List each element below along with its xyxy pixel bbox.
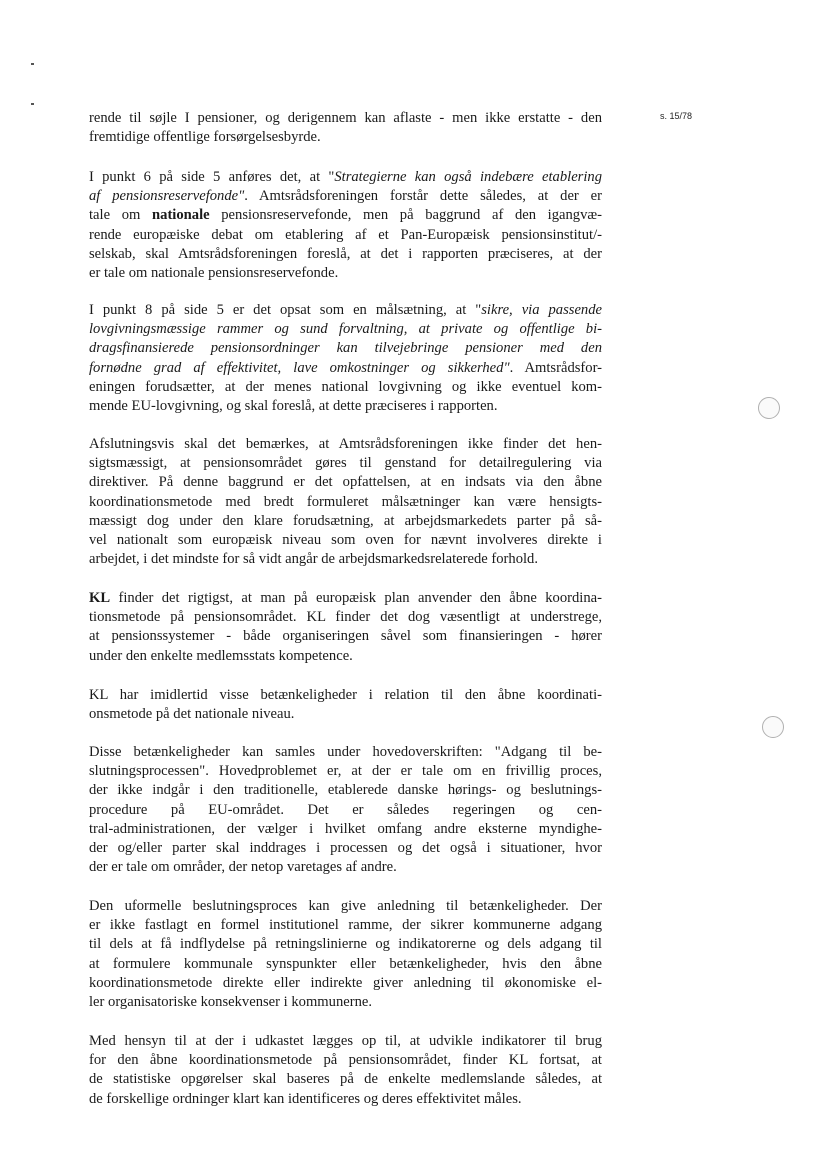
text-line <box>89 955 602 974</box>
text-line <box>89 762 602 781</box>
text-line <box>89 916 602 935</box>
italic-text: Strategierne kan også indebære etablering <box>334 169 602 185</box>
text-run: de forskellige ordninger klart kan identificeres og deres effektivitet måles. <box>89 1090 522 1107</box>
text-run: tionsmetode på pensionsområdet. KL finder det dog væsentligt at understrege, <box>89 609 602 626</box>
text-run: at pensionssystemer - både organiseringen såvel som finansieringen - hører <box>89 628 602 645</box>
text-run: for den åbne koordinationsmetode på pensionsområdet, finder KL fortsat, at <box>89 1052 602 1069</box>
text-run: der er tale om områder, der netop varetages af andre. <box>89 859 397 876</box>
text-run: er tale om nationale pensionsreservefonde. <box>89 265 339 282</box>
scan-speck <box>31 63 34 65</box>
text-line <box>89 1090 602 1109</box>
text-line <box>89 359 602 378</box>
text-run: er ikke fastlagt en formel institutionel ramme, der sikrer kommunerne adgang <box>89 917 602 934</box>
text-line <box>89 820 602 839</box>
text-run: koordinationsmetode med bredt formuleret målsætninger kan være hensigts- <box>89 493 602 510</box>
text-run: fremtidige offentlige forsørgelsesbyrde. <box>89 129 321 146</box>
paragraph <box>89 1032 602 1109</box>
text-line <box>89 686 602 705</box>
text-line <box>89 168 602 187</box>
text-line <box>89 993 602 1012</box>
text-line <box>89 378 602 397</box>
text-run: I punkt 8 på side 5 er det opsat som en målsætning, at " <box>89 302 482 318</box>
text-run: mæssigt dog under den klare forudsætning, at arbejdsmarkedets parter på så- <box>89 512 602 529</box>
text-run: tale om <box>89 207 153 224</box>
text-line <box>89 858 602 877</box>
text-line <box>89 801 602 820</box>
text-run: tral-administrationen, der vælger i hvilket omfang andre eksterne myndighe- <box>89 820 602 837</box>
text-run: finder det rigtigst, at man på europæisk plan anvender den åbne koordina- <box>110 590 602 606</box>
text-run: Afslutningsvis skal det bemærkes, at Amtsrådsforeningen ikke finder det hen- <box>89 436 602 452</box>
text-run: ler organisatoriske konsekvenser i kommunerne. <box>89 994 373 1011</box>
text-run: under den enkelte medlemsstats kompetence. <box>89 647 353 664</box>
text-line <box>89 608 602 627</box>
text-run: vel nationalt som europæisk niveau som oven for nævnt involveres direkte i <box>89 532 602 549</box>
text-line <box>89 493 602 512</box>
italic-text: sikre, via passende <box>481 302 602 318</box>
italic-text: af pensionsreservefonde" <box>89 188 245 205</box>
text-line <box>89 589 602 608</box>
text-line <box>89 454 602 473</box>
text-run: koordinationsmetode direkte eller indirekte giver anledning til økonomiske el- <box>89 974 602 991</box>
text-line <box>89 264 602 283</box>
bold-text: nationale <box>152 207 210 224</box>
text-line <box>89 897 602 916</box>
paragraph <box>89 686 602 724</box>
text-line <box>89 109 602 128</box>
text-run: I punkt 6 på side 5 anføres det, at " <box>89 169 335 185</box>
paragraph <box>89 109 602 147</box>
italic-text: lovgivningsmæssige rammer og sund forvaltning, at private og offentlige bi- <box>89 321 602 338</box>
text-line <box>89 627 602 646</box>
text-line <box>89 320 602 339</box>
text-run: . Amtsrådsfor- <box>509 359 603 376</box>
text-run: sigtsmæssigt, at pensionsområdet gøres til genstand for detailregulering via <box>89 455 602 472</box>
punch-hole <box>762 716 784 738</box>
text-line <box>89 1051 602 1070</box>
scan-speck <box>31 103 34 105</box>
text-line <box>89 550 602 569</box>
text-line <box>89 935 602 954</box>
text-run: Med hensyn til at der i udkastet lægges op til, at udvikle indikatorer til brug <box>89 1033 602 1049</box>
bold-text: KL <box>89 590 111 606</box>
text-run: at formulere kommunale synspunkter eller betænkeligheder, hvis den åbne <box>89 955 602 972</box>
text-run: slutningsprocessen". Hovedproblemet er, at der er tale om en frivillig proces, <box>89 763 602 780</box>
italic-text: dragsfinansierede pensionsordninger kan tilvejebringe pensioner med den <box>89 340 602 357</box>
text-run: pensionsreservefonde, men på baggrund af den igangvæ- <box>209 207 602 224</box>
text-line <box>89 128 602 147</box>
text-line <box>89 1032 602 1051</box>
text-run: procedure på EU-området. Det er således regeringen og cen- <box>89 801 602 818</box>
text-line <box>89 226 602 245</box>
text-run: der ikke indgår i den traditionelle, etablerede danske hørings- og beslutnings- <box>89 782 602 799</box>
text-run: til dels at få indflydelse på retningslinierne og indikatorerne og dels adgang til <box>89 936 602 953</box>
text-line <box>89 245 602 264</box>
text-run: eningen forudsætter, at der menes national lovgivning og ikke eventuel kom- <box>89 378 602 395</box>
text-line <box>89 705 602 724</box>
paragraph <box>89 589 602 666</box>
text-run: de statistiske opgørelser skal baseres på de enkelte medlemslande således, at <box>89 1071 602 1088</box>
text-run: selskab, skal Amtsrådsforeningen foreslå, at det i rapporten præciseres, at der <box>89 245 602 262</box>
text-line <box>89 512 602 531</box>
text-line <box>89 473 602 492</box>
text-run: arbejdet, i det mindste for så vidt angår de arbejdsmarkedsrelaterede forhold. <box>89 551 538 568</box>
text-run: direktiver. På denne baggrund er det opfattelsen, at en indsats via den åbne <box>89 474 602 491</box>
text-line <box>89 647 602 666</box>
paragraph <box>89 168 602 283</box>
text-line <box>89 206 602 225</box>
page-number: s. 15/78 <box>660 111 693 121</box>
text-line <box>89 839 602 858</box>
text-line <box>89 397 602 416</box>
text-run: rende til søjle I pensioner, og derigennem kan aflaste - men ikke erstatte - den <box>89 110 602 126</box>
paragraph <box>89 301 602 416</box>
text-line <box>89 187 602 206</box>
text-line <box>89 781 602 800</box>
text-line <box>89 339 602 358</box>
text-line <box>89 435 602 454</box>
text-line <box>89 301 602 320</box>
text-line <box>89 743 602 762</box>
text-run: rende europæiske debat om etablering af et Pan-Europæisk pensionsinstitut/- <box>89 226 602 243</box>
punch-hole <box>758 397 780 419</box>
text-run: Den uformelle beslutningsproces kan give anledning til betænkeligheder. Der <box>89 898 602 914</box>
text-run: onsmetode på det nationale niveau. <box>89 706 295 723</box>
text-line <box>89 974 602 993</box>
text-line <box>89 531 602 550</box>
text-run: der og/eller parter skal inddrages i processen og det også i situationer, hvor <box>89 840 602 857</box>
text-run: . Amtsrådsforeningen forstår dette således, at der er <box>244 188 602 205</box>
paragraph <box>89 897 602 1012</box>
text-run: mende EU-lovgivning, og skal foreslå, at dette præciseres i rapporten. <box>89 398 498 415</box>
text-run: Disse betænkeligheder kan samles under hovedoverskriften: "Adgang til be- <box>89 744 602 760</box>
italic-text: fornødne grad af effektivitet, lave omkostninger og sikkerhed" <box>89 359 510 376</box>
paragraph <box>89 743 602 877</box>
paragraph <box>89 435 602 569</box>
text-line <box>89 1070 602 1089</box>
text-run: KL har imidlertid visse betænkeligheder i relation til den åbne koordinati- <box>89 687 602 703</box>
